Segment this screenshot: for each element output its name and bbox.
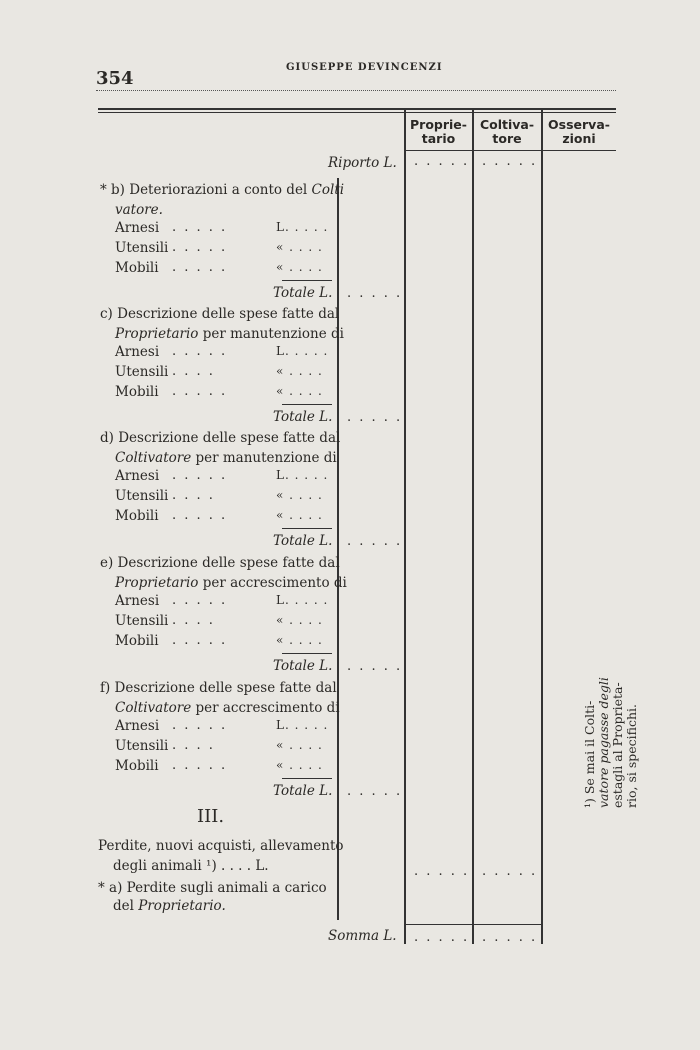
footnote: ¹) Se mai il Colti- vatore pagasse degli estagli al Proprieta- rio, si specifichi. <box>582 677 639 808</box>
item-leader: . . . . . <box>172 718 228 733</box>
totale-dots: . . . . . <box>347 286 403 301</box>
item-mark: « . . . . <box>276 633 323 647</box>
totale-label: Totale L. <box>273 409 333 425</box>
riporto-dots-prop: . . . . . <box>414 154 470 169</box>
totale-dots: . . . . . <box>347 784 403 799</box>
somma-dots-prop: . . . . . <box>414 930 470 945</box>
item-leader: . . . . . <box>172 508 228 523</box>
totale-dots: . . . . . <box>347 659 403 674</box>
item-label: Mobili <box>115 384 159 400</box>
col-header-proprietario: Proprie- tario <box>410 117 467 146</box>
section-heading-line2: Coltivatore per manutenzione di <box>115 450 337 466</box>
totale-label: Totale L. <box>273 285 333 301</box>
part3-a-line2: del Proprietario. <box>113 898 226 914</box>
item-leader: . . . . <box>172 488 215 503</box>
totale-rule <box>282 778 332 779</box>
col-header-osservazioni: Osserva- zioni <box>548 117 610 146</box>
item-mark: « . . . . <box>276 738 323 752</box>
item-mark: L. . . . . <box>276 718 329 732</box>
section-heading-line2: Proprietario per manutenzione di <box>115 326 344 342</box>
col-divider-1 <box>404 108 406 944</box>
part3-roman: III. <box>197 806 225 827</box>
header-dotted-rule <box>96 90 616 91</box>
totale-rule <box>282 404 332 405</box>
table-top-rule-2 <box>98 112 616 113</box>
item-leader: . . . . . <box>172 593 228 608</box>
section-heading-line2: Coltivatore per accrescimento di <box>115 700 340 716</box>
part3-line2: degli animali ¹) . . . . L. <box>113 858 269 874</box>
item-mark: L. . . . . <box>276 220 329 234</box>
part3-line1: Perdite, nuovi acquisti, allevamento <box>98 838 344 854</box>
running-head: GIUSEPPE DEVINCENZI <box>286 62 443 73</box>
item-leader: . . . . . <box>172 384 228 399</box>
page-number: 354 <box>96 68 134 89</box>
totale-label: Totale L. <box>273 658 333 674</box>
item-leader: . . . . . <box>172 260 228 275</box>
header-under-rule <box>404 150 616 151</box>
section-heading: c) Descrizione delle spese fatte dal <box>100 306 340 322</box>
item-label: Arnesi <box>115 468 160 484</box>
riporto-label: Riporto L. <box>328 155 397 171</box>
col-divider-2 <box>472 108 474 944</box>
item-leader: . . . . <box>172 364 215 379</box>
col-divider-3 <box>541 108 543 944</box>
section-heading-line2: Proprietario per accrescimento di <box>115 575 347 591</box>
item-label: Mobili <box>115 633 159 649</box>
somma-rule <box>404 924 541 925</box>
item-mark: « . . . . <box>276 260 323 274</box>
item-label: Mobili <box>115 758 159 774</box>
part3-a-line1: * a) Perdite sugli animali a carico <box>98 880 327 896</box>
item-leader: . . . . . <box>172 220 228 235</box>
item-leader: . . . . . <box>172 240 228 255</box>
part3-dots-prop: . . . . . <box>414 864 470 879</box>
item-label: Utensili <box>115 364 169 380</box>
item-mark: L. . . . . <box>276 344 329 358</box>
item-label: Arnesi <box>115 220 160 236</box>
totale-label: Totale L. <box>273 783 333 799</box>
item-label: Arnesi <box>115 344 160 360</box>
item-leader: . . . . <box>172 613 215 628</box>
item-label: Arnesi <box>115 593 160 609</box>
col-header-coltivatore: Coltiva- tore <box>479 117 535 146</box>
totale-rule <box>282 653 332 654</box>
inner-divider <box>337 178 339 920</box>
section-heading: f) Descrizione delle spese fatte dal <box>100 680 337 696</box>
totale-dots: . . . . . <box>347 410 403 425</box>
item-label: Mobili <box>115 508 159 524</box>
item-leader: . . . . . <box>172 468 228 483</box>
item-mark: « . . . . <box>276 613 323 627</box>
item-mark: « . . . . <box>276 240 323 254</box>
section-heading: e) Descrizione delle spese fatte dal <box>100 555 340 571</box>
section-heading: * b) Deteriorazioni a conto del Colti <box>100 182 345 198</box>
item-leader: . . . . . <box>172 344 228 359</box>
riporto-dots-colt: . . . . . <box>482 154 538 169</box>
totale-dots: . . . . . <box>347 534 403 549</box>
totale-label: Totale L. <box>273 533 333 549</box>
section-heading-line2: vatore. <box>115 202 163 218</box>
section-heading: d) Descrizione delle spese fatte dal <box>100 430 341 446</box>
item-label: Utensili <box>115 240 169 256</box>
item-mark: « . . . . <box>276 384 323 398</box>
item-mark: « . . . . <box>276 364 323 378</box>
item-label: Utensili <box>115 738 169 754</box>
item-mark: « . . . . <box>276 488 323 502</box>
item-leader: . . . . . <box>172 758 228 773</box>
item-mark: L. . . . . <box>276 593 329 607</box>
item-leader: . . . . <box>172 738 215 753</box>
item-mark: « . . . . <box>276 758 323 772</box>
table-top-rule <box>98 108 616 110</box>
item-label: Utensili <box>115 488 169 504</box>
item-mark: L. . . . . <box>276 468 329 482</box>
totale-rule <box>282 280 332 281</box>
totale-rule <box>282 528 332 529</box>
part3-dots-colt: . . . . . <box>482 864 538 879</box>
item-label: Arnesi <box>115 718 160 734</box>
item-label: Mobili <box>115 260 159 276</box>
item-label: Utensili <box>115 613 169 629</box>
somma-label: Somma L. <box>328 928 397 944</box>
somma-dots-colt: . . . . . <box>482 930 538 945</box>
item-mark: « . . . . <box>276 508 323 522</box>
item-leader: . . . . . <box>172 633 228 648</box>
